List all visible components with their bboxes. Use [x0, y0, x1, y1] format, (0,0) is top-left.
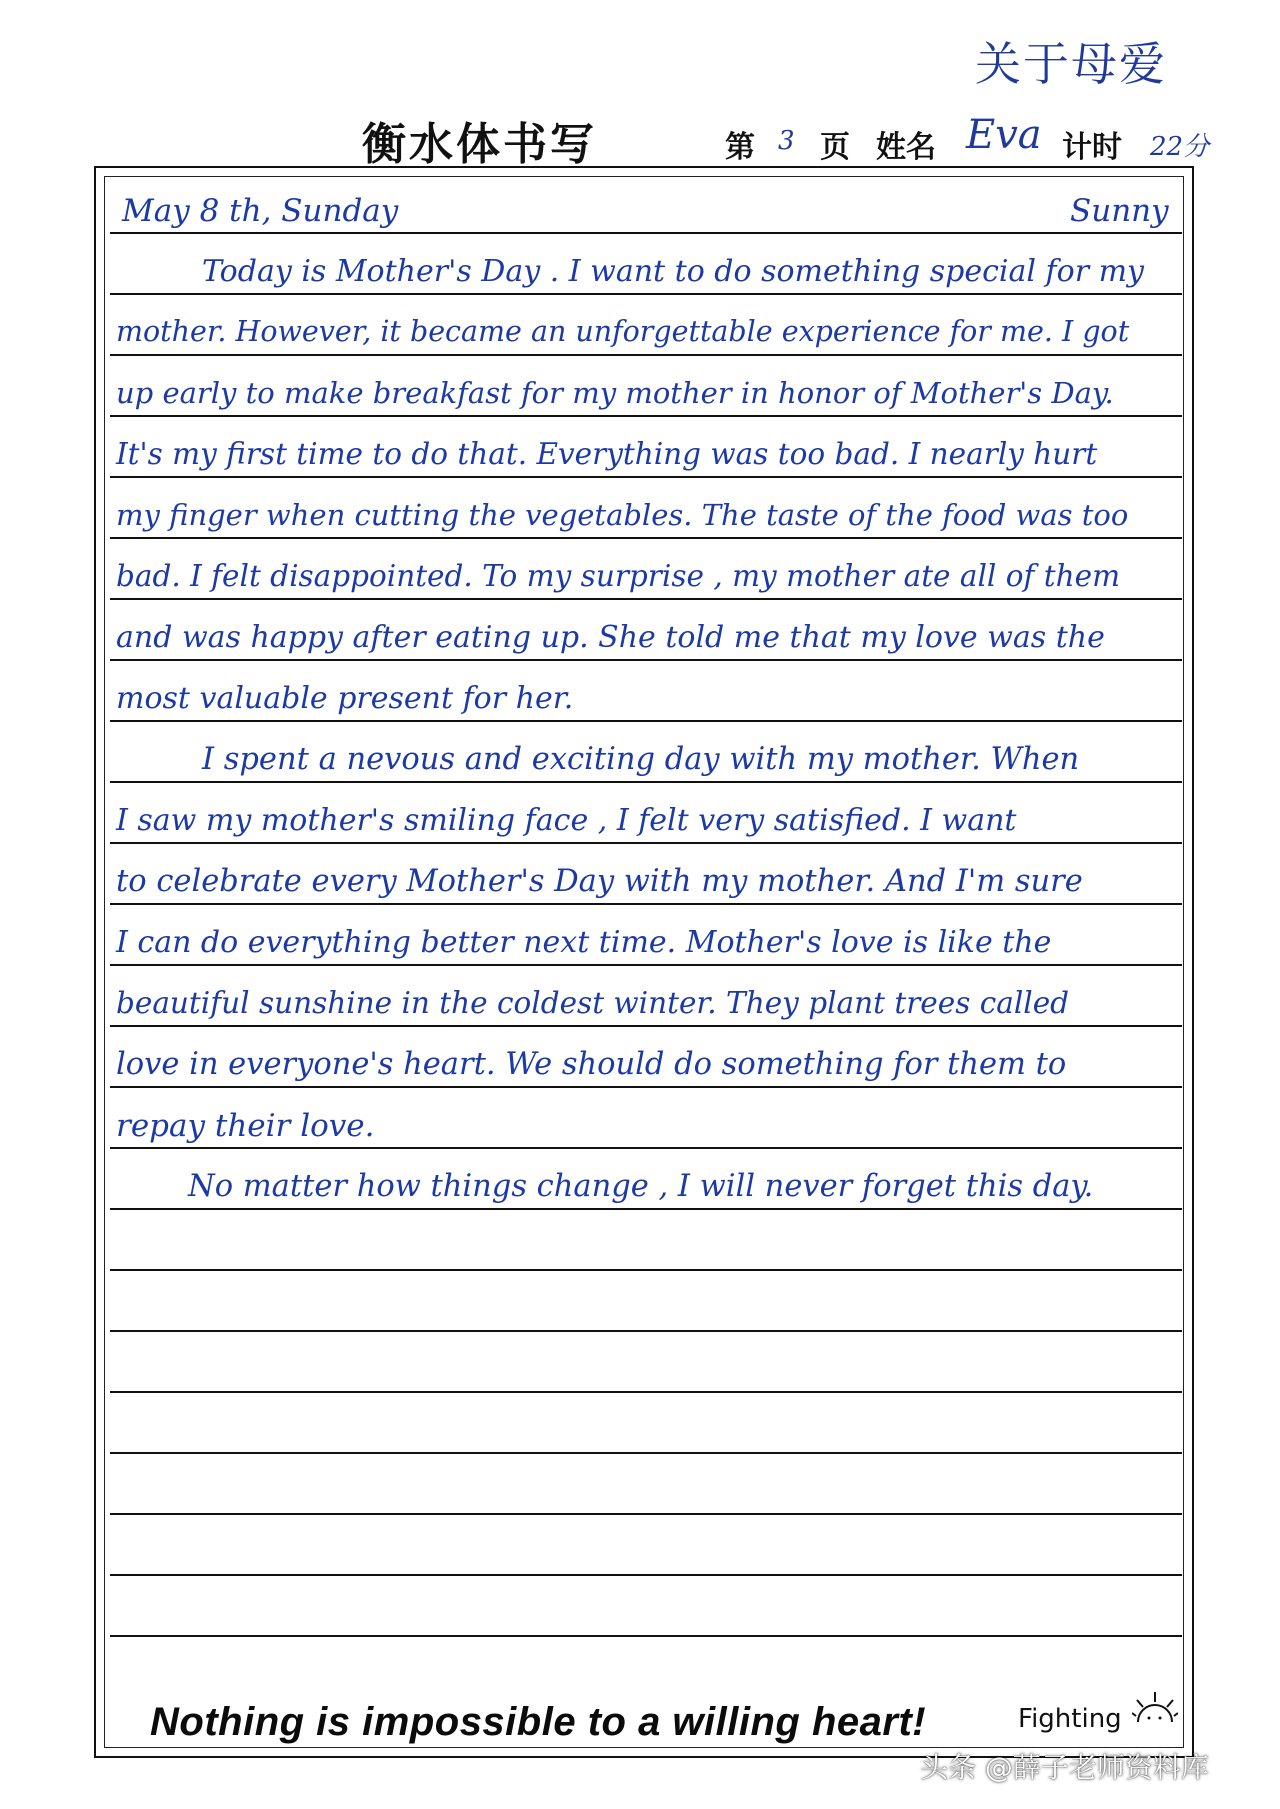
- motto: Nothing is impossible to a willing heart!: [150, 1700, 927, 1744]
- ruled-line: [110, 1513, 1182, 1515]
- sun-doodle-icon: [1132, 1690, 1178, 1736]
- ruled-line: [110, 659, 1182, 661]
- ruled-line: [110, 1391, 1182, 1393]
- essay-line: It's my first time to do that. Everything was too bad. I nearly hurt: [116, 437, 1098, 471]
- page-suffix: 页: [820, 130, 850, 165]
- essay-line: No matter how things change , I will never forget this day.: [188, 1169, 1094, 1204]
- watermark: 头条 @薛子老师资料库: [920, 1751, 1209, 1784]
- essay-line: beautiful sunshine in the coldest winter. They plant trees called: [116, 986, 1070, 1020]
- ruled-line: [110, 781, 1182, 783]
- essay-line: and was happy after eating up. She told me that my love was the: [116, 620, 1105, 655]
- ruled-line: [110, 232, 1182, 234]
- essay-line: I spent a nevous and exciting day with my mother. When: [202, 742, 1080, 777]
- ruled-line: [110, 1208, 1182, 1210]
- essay-line: Today is Mother's Day . I want to do something special for my: [202, 254, 1144, 289]
- ruled-line: [110, 476, 1182, 478]
- ruled-line: [110, 720, 1182, 722]
- ruled-line: [110, 415, 1182, 417]
- page-header: [0, 108, 1280, 168]
- ruled-line: [110, 842, 1182, 844]
- ruled-line: [110, 1086, 1182, 1088]
- essay-line: my finger when cutting the vegetables. The taste of the food was too: [116, 498, 1129, 532]
- ruled-line: [110, 293, 1182, 295]
- time-value: 22分: [1150, 132, 1210, 162]
- essay-line: most valuable present for her.: [116, 681, 574, 716]
- ruled-line: [110, 1574, 1182, 1576]
- essay-line: bad. I felt disappointed. To my surprise , my mother ate all of them: [116, 559, 1121, 593]
- ruled-line: [110, 964, 1182, 966]
- ruled-line: [110, 1025, 1182, 1027]
- essay-line: to celebrate every Mother's Day with my mother. And I'm sure: [116, 864, 1083, 899]
- essay-line: love in everyone's heart. We should do something for them to: [116, 1047, 1067, 1082]
- essay-line: up early to make breakfast for my mother in honor of Mother's Day.: [116, 376, 1114, 410]
- page-label: 第: [725, 130, 755, 165]
- topic-note: 关于母爱: [975, 37, 1167, 91]
- ruled-line: [110, 1147, 1182, 1149]
- time-label: 计时: [1062, 130, 1122, 165]
- brand-title: 衡水体书写: [362, 119, 597, 170]
- weather-text: Sunny: [1070, 193, 1169, 229]
- name-value: Eva: [966, 112, 1042, 158]
- ruled-line: [110, 1452, 1182, 1454]
- ruled-line: [110, 1269, 1182, 1271]
- signature: Fighting: [1018, 1704, 1122, 1734]
- page-number: 3: [778, 126, 795, 156]
- ruled-line: [110, 1635, 1182, 1637]
- ruled-line: [110, 903, 1182, 905]
- ruled-line: [110, 537, 1182, 539]
- essay-line: mother. However, it became an unforgettable experience for me. I got: [116, 315, 1130, 348]
- name-label: 姓名: [876, 130, 936, 165]
- essay-line: I can do everything better next time. Mother's love is like the: [116, 925, 1052, 960]
- ruled-line: [110, 598, 1182, 600]
- essay-line: I saw my mother's smiling face , I felt very satisfied. I want: [116, 803, 1017, 838]
- ruled-line: [110, 1330, 1182, 1332]
- essay-line: repay their love.: [116, 1108, 375, 1144]
- date-line: May 8 th, Sunday: [122, 193, 399, 229]
- ruled-line: [110, 354, 1182, 356]
